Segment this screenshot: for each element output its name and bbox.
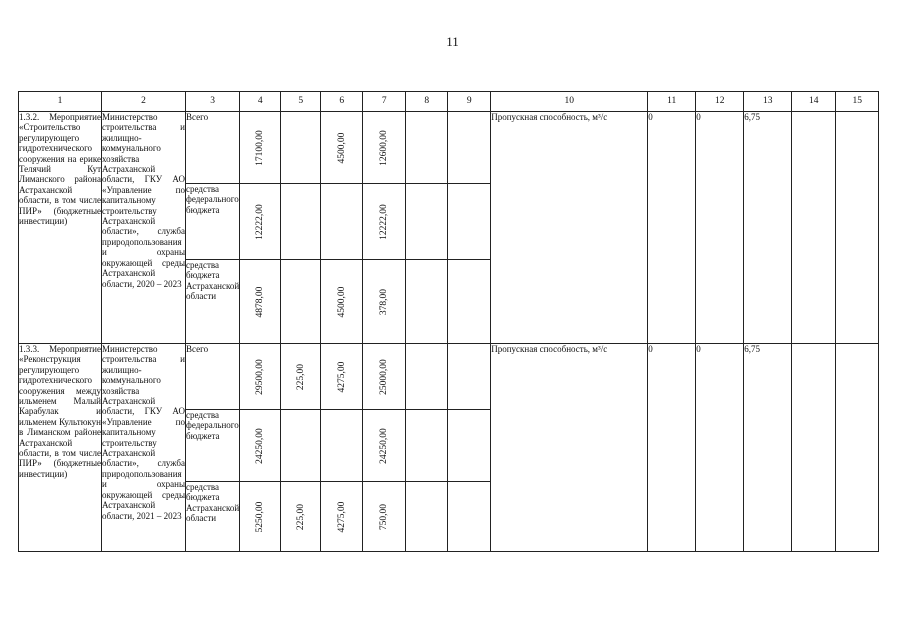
header-cell: 3 <box>186 92 240 112</box>
amount-cell: 225,00 <box>281 482 321 552</box>
header-cell: 5 <box>281 92 321 112</box>
amount-cell <box>406 344 448 410</box>
amount-cell <box>406 410 448 482</box>
table-row <box>19 344 879 410</box>
amount-cell <box>448 410 491 482</box>
funding-source-cell: Всего <box>186 112 240 184</box>
amount-cell <box>448 260 491 344</box>
amount-cell <box>448 482 491 552</box>
amount-cell <box>281 184 321 260</box>
value-cell <box>792 344 836 552</box>
measure-cell: 1.3.2. Мероприятие «Строительство регулирующего гидротехнического сооружения на ерике Телячий Кут Лиманского района Астраханской области, в том числе ПИР» (бюджетные инвестиции) <box>19 112 102 344</box>
value-cell: 6,75 <box>744 112 792 344</box>
table-row <box>19 112 879 184</box>
header-cell: 8 <box>406 92 448 112</box>
header-cell: 9 <box>448 92 491 112</box>
amount-cell: 12600,00 <box>363 112 406 184</box>
amount-cell: 4878,00 <box>240 260 281 344</box>
funding-source-cell: средства бюджета Астраханской области <box>186 260 240 344</box>
amount-cell: 17100,00 <box>240 112 281 184</box>
amount-cell <box>321 184 363 260</box>
value-cell: 0 <box>648 112 696 344</box>
amount-cell <box>321 410 363 482</box>
measures-table <box>18 91 879 552</box>
value-cell: 0 <box>696 112 744 344</box>
header-cell: 7 <box>363 92 406 112</box>
indicator-cell: Пропускная способность, м³/с <box>491 112 648 344</box>
amount-cell: 4500,00 <box>321 260 363 344</box>
header-cell: 6 <box>321 92 363 112</box>
value-cell <box>792 112 836 344</box>
amount-cell: 5250,00 <box>240 482 281 552</box>
amount-cell: 378,00 <box>363 260 406 344</box>
amount-cell <box>281 410 321 482</box>
header-cell: 4 <box>240 92 281 112</box>
amount-cell: 225,00 <box>281 344 321 410</box>
indicator-cell: Пропускная способность, м³/с <box>491 344 648 552</box>
funding-source-cell: средства федерального бюджета <box>186 410 240 482</box>
amount-cell <box>406 184 448 260</box>
header-cell: 13 <box>744 92 792 112</box>
header-cell: 12 <box>696 92 744 112</box>
header-cell: 11 <box>648 92 696 112</box>
amount-cell <box>281 112 321 184</box>
amount-cell: 750,00 <box>363 482 406 552</box>
executor-cell: Министерство строительства и жилищно-коммунального хозяйства Астраханской области, ГКУ АО «Управление по капитальному строительству Астраханской области», служба природопользования и охраны окружающей среды Астраханской области, 2020 – 2023 <box>102 112 186 344</box>
amount-cell: 12222,00 <box>240 184 281 260</box>
amount-cell <box>281 260 321 344</box>
funding-source-cell: средства бюджета Астраханской области <box>186 482 240 552</box>
page-number: 11 <box>446 34 459 49</box>
header-cell: 10 <box>491 92 648 112</box>
amount-cell <box>448 344 491 410</box>
amount-cell <box>448 184 491 260</box>
amount-cell: 25000,00 <box>363 344 406 410</box>
amount-cell <box>406 112 448 184</box>
value-cell: 0 <box>648 344 696 552</box>
value-cell <box>836 344 879 552</box>
header-cell: 15 <box>836 92 879 112</box>
amount-cell <box>406 482 448 552</box>
value-cell: 0 <box>696 344 744 552</box>
funding-source-cell: средства федерального бюджета <box>186 184 240 260</box>
amount-cell: 4275,00 <box>321 344 363 410</box>
amount-cell: 4500,00 <box>321 112 363 184</box>
header-cell: 2 <box>102 92 186 112</box>
amount-cell: 24250,00 <box>363 410 406 482</box>
value-cell <box>836 112 879 344</box>
measure-cell: 1.3.3. Мероприятие «Реконструкция регулирующего гидротехнического сооружения между ильменем Малый Карабулак и ильменем Культюкун в Лиманском районе Астраханской области, в том числе ПИР» (бюджетные инвестиции) <box>19 344 102 552</box>
header-cell: 1 <box>19 92 102 112</box>
header-row <box>19 92 879 112</box>
amount-cell <box>448 112 491 184</box>
amount-cell: 29500,00 <box>240 344 281 410</box>
value-cell: 6,75 <box>744 344 792 552</box>
amount-cell: 24250,00 <box>240 410 281 482</box>
funding-source-cell: Всего <box>186 344 240 410</box>
header-cell: 14 <box>792 92 836 112</box>
executor-cell: Министерство строительства и жилищно-коммунального хозяйства Астраханской области, ГКУ АО «Управление по капитальному строительству Астраханской области», служба природопользования и охраны окружающей среды Астраханской области, 2021 – 2023 <box>102 344 186 552</box>
amount-cell <box>406 260 448 344</box>
amount-cell: 4275,00 <box>321 482 363 552</box>
amount-cell: 12222,00 <box>363 184 406 260</box>
